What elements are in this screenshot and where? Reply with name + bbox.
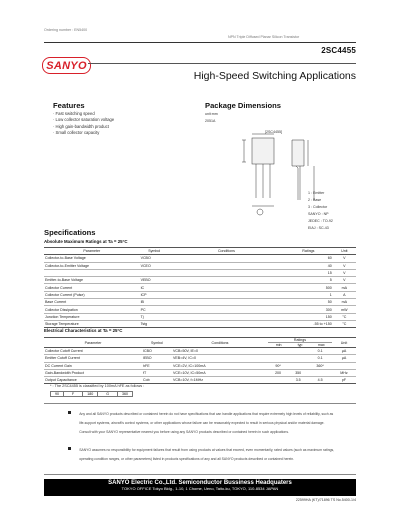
sanyo-logo: SANYO bbox=[42, 57, 91, 74]
col-header: Symbol bbox=[142, 338, 172, 348]
package-pin-1: 1 : Emitter bbox=[308, 191, 325, 195]
hfe-class-cell: 180 bbox=[83, 392, 98, 396]
table-row: Base Current IB 50 mA bbox=[44, 299, 356, 306]
package-heading: Package Dimensions bbox=[205, 101, 281, 110]
disclaimer-text: SANYO assumes no responsibility for equipment failures that result from using products at values that exceed, even momentarily, rated values (such as maximum ratings, operating condition ranges, or other parameters) listed in products specifications of any and all SANYO products described or contained herein. bbox=[79, 448, 335, 461]
list-item: · Fast switching speed bbox=[53, 111, 95, 116]
disclaimer-item bbox=[68, 410, 336, 437]
disclaimer-text: Any and all SANYO products described or contained herein do not have specifications that can handle applications that require extremely high levels of reliability, such as life-support systems, aircraft's control systems, or other applications whose failure can be reasonably expected to result in serious physical and/or material damage. Consult with your SANYO representative nearest you before using any SANYO products described or contained herein in such applications. bbox=[79, 412, 334, 434]
bullet-square-icon bbox=[68, 411, 71, 414]
elec-char-heading: Electrical Characteristics at Ta = 25°C bbox=[44, 328, 123, 333]
disclaimer-item bbox=[68, 446, 336, 464]
hfe-class-cell: 90 bbox=[51, 392, 64, 396]
table-row: 15 V bbox=[44, 269, 356, 276]
col-header: Unit bbox=[332, 338, 356, 348]
hfe-classification bbox=[50, 391, 133, 397]
features-list bbox=[53, 111, 114, 136]
specifications-heading: Specifications bbox=[44, 228, 96, 237]
col-header: Parameter bbox=[44, 248, 140, 255]
footer-address: TOKYO OFFICE Tokyo Bldg., 1-10, 1 Chome, Ueno, Taito-ku, TOKYO, 110-8534 JAPAN bbox=[121, 486, 279, 491]
table-row: Collector-to-Emitter Voltage VCEO 40 V bbox=[44, 262, 356, 269]
hfe-class-cell: G bbox=[98, 392, 118, 396]
list-item: · Small collector capacity bbox=[53, 129, 100, 135]
col-header: Conditions bbox=[172, 338, 268, 348]
table-row: Storage Temperature Tstg -55 to +150 °C bbox=[44, 320, 356, 327]
elec-char-table bbox=[44, 337, 356, 384]
hfe-class-cell: F bbox=[64, 392, 83, 396]
list-item: · High gain-bandwidth product bbox=[53, 123, 109, 129]
table-row: Collector-to-Base Voltage VCBO 60 V bbox=[44, 255, 356, 262]
part-number: 2SC4455 bbox=[321, 46, 356, 55]
table-row: Collector Cutoff Current ICBO VCB=50V, IE=0 0.1 µA bbox=[44, 348, 356, 355]
document-code: 22599HA (KT)/71896 TS No.5400-1/4 bbox=[295, 498, 356, 502]
title-rule bbox=[88, 63, 356, 64]
package-code: 2051A bbox=[205, 119, 216, 123]
col-header bbox=[268, 338, 332, 348]
col-header: Ratings bbox=[284, 248, 333, 255]
hfe-note: * : The 2SC4455 is classified by 100mA hFE as follows : bbox=[50, 384, 145, 388]
table-row: Collector Dissipation PC 300 mW bbox=[44, 306, 356, 313]
col-header-typ: typ bbox=[297, 343, 303, 347]
ratings-group-label: Ratings bbox=[268, 338, 332, 343]
col-header: Unit bbox=[333, 248, 356, 255]
col-header-min: min bbox=[275, 343, 282, 347]
product-type: NPN Triple Diffused Planar Silicon Transistor bbox=[228, 35, 300, 39]
package-spec-jedec: JEDEC : TO-92 bbox=[308, 219, 333, 223]
package-drawing-label: [2SC4455] bbox=[265, 130, 282, 134]
footer-band bbox=[44, 479, 356, 496]
table-row: Output Capacitance Cob VCB=10V, f=1MHz 3.5 4.5 pF bbox=[44, 377, 356, 384]
col-header: Symbol bbox=[140, 248, 169, 255]
table-row: Collector Current IC 500 mA bbox=[44, 284, 356, 291]
col-header: Parameter bbox=[44, 338, 142, 348]
package-unit: unit:mm bbox=[205, 112, 218, 116]
table-row: Junction Temperature Tj 150 °C bbox=[44, 313, 356, 320]
features-heading: Features bbox=[53, 101, 85, 110]
ordering-number: Ordering number : EN5400 bbox=[44, 28, 88, 32]
col-header-max: max bbox=[317, 343, 325, 347]
package-pin-3: 3 : Collector bbox=[308, 205, 328, 209]
footer-company: SANYO Electric Co.,Ltd. Semiconductor Bussiness Headquaters bbox=[108, 480, 292, 486]
table-row: Gain-Bandwidth Product fT VCE=10V, IC=50mA 200 350 MHz bbox=[44, 369, 356, 376]
header-rule bbox=[44, 42, 356, 43]
package-pin-2: 2 : Base bbox=[308, 198, 322, 202]
table-row: DC Current Gain hFE VCE=2V, IC=100mA 90* 360* bbox=[44, 362, 356, 369]
table-row: Collector Current (Pulse) ICP 1 A bbox=[44, 291, 356, 298]
package-spec-sanyo: SANYO : NP bbox=[308, 212, 329, 216]
col-header: Conditions bbox=[169, 248, 284, 255]
package-drawing bbox=[230, 126, 350, 221]
package-spec-eiaj: EIAJ : SC-43 bbox=[308, 226, 329, 230]
table-row: Emitter-to-Base Voltage VEBO 5 V bbox=[44, 277, 356, 284]
page-title: High-Speed Switching Applications bbox=[193, 70, 356, 82]
bullet-square-icon bbox=[68, 447, 71, 450]
abs-max-heading: Absolute Maximum Ratings at Ta = 25°C bbox=[44, 239, 128, 244]
table-row: Emitter Cutoff Current IEBO VEB=4V, IC=0 0.1 µA bbox=[44, 355, 356, 362]
hfe-class-cell: 360 bbox=[122, 392, 128, 396]
abs-max-table bbox=[44, 247, 356, 328]
list-item: · Low collector saturation voltage bbox=[53, 117, 115, 123]
